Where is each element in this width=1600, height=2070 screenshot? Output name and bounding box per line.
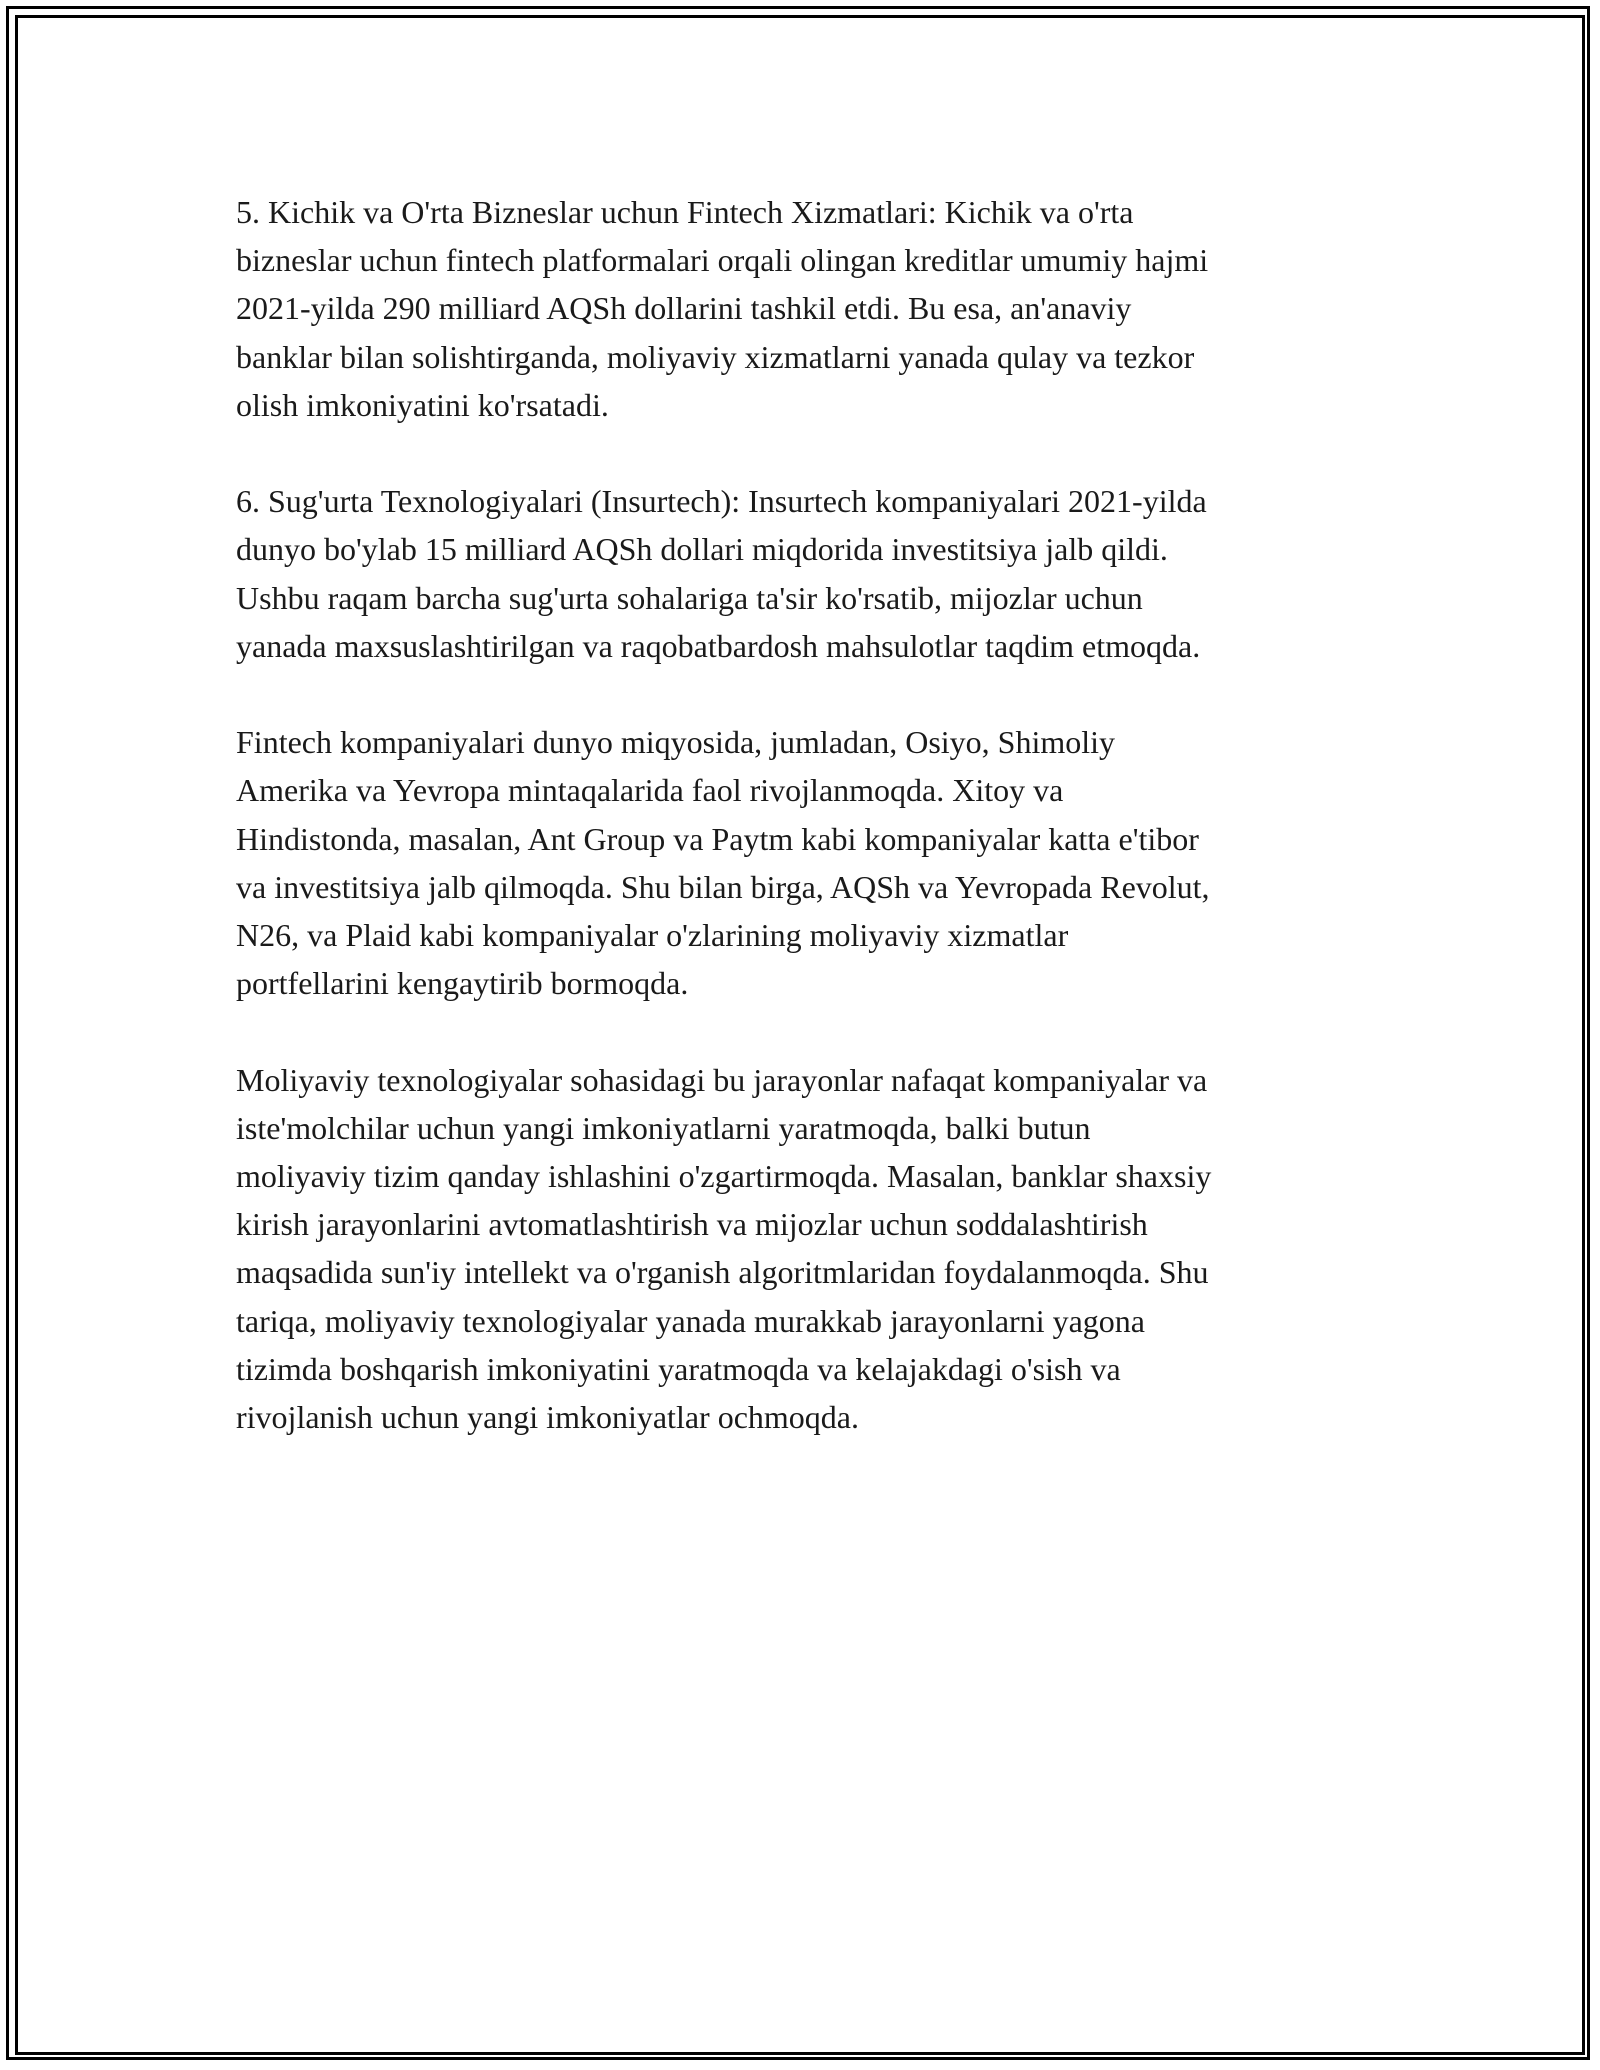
paragraph-global-fintech: Fintech kompaniyalari dunyo miqyosida, jumladan, Osiyo, Shimoliy Amerika va Yevropa mintaqalarida faol rivojlanmoqda. Xitoy va Hindistonda, masalan, Ant Group va Paytm kabi kompaniyalar katta e'tibor va investitsiya jalb qilmoqda. Shu bilan birga, AQSh va Yevropada Revolut, N26, va Plaid kabi kompaniyalar o'zlarining moliyaviy xizmatlar portfellarini kengaytirib bormoqda. (236, 724, 1210, 1002)
paragraph-fintech-sme: 5. Kichik va O'rta Bizneslar uchun Fintech Xizmatlari: Kichik va o'rta bizneslar uchun fintech platformalari orqali olingan kreditlar umumiy hajmi 2021-yilda 290 milliard AQSh dollarini tashkil etdi. Bu esa, an'anaviy banklar bilan solishtirganda, moliyaviy xizmatlarni yanada qulay va tezkor olish imkoniyatini ko'rsatadi. (236, 194, 1209, 423)
paragraph-insurtech: 6. Sug'urta Texnologiyalari (Insurtech): Insurtech kompaniyalari 2021-yilda dunyo bo'ylab 15 milliard AQSh dollari miqdorida investitsiya jalb qildi. Ushbu raqam barcha sug'urta sohalariga ta'sir ko'rsatib, mijozlar uchun yanada maxsuslashtirilgan va raqobatbardosh mahsulotlar taqdim etmoqda. (236, 483, 1207, 664)
document-body (236, 188, 1366, 1489)
paragraph-financial-technology-processes: Moliyaviy texnologiyalar sohasidagi bu jarayonlar nafaqat kompaniyalar va iste'molchilar uchun yangi imkoniyatlarni yaratmoqda, balki butun moliyaviy tizim qanday ishlashini o'zgartirmoqda. Masalan, banklar shaxsiy kirish jarayonlarini avtomatlashtirish va mijozlar uchun soddalashtirish maqsadida sun'iy intellekt va o'rganish algoritmlaridan foydalanmoqda. Shu tariqa, moliyaviy texnologiyalar yanada murakkab jarayonlarni yagona tizimda boshqarish imkoniyatini yaratmoqda va kelajakdagi o'sish va rivojlanish uchun yangi imkoniyatlar ochmoqda. (236, 1061, 1212, 1436)
